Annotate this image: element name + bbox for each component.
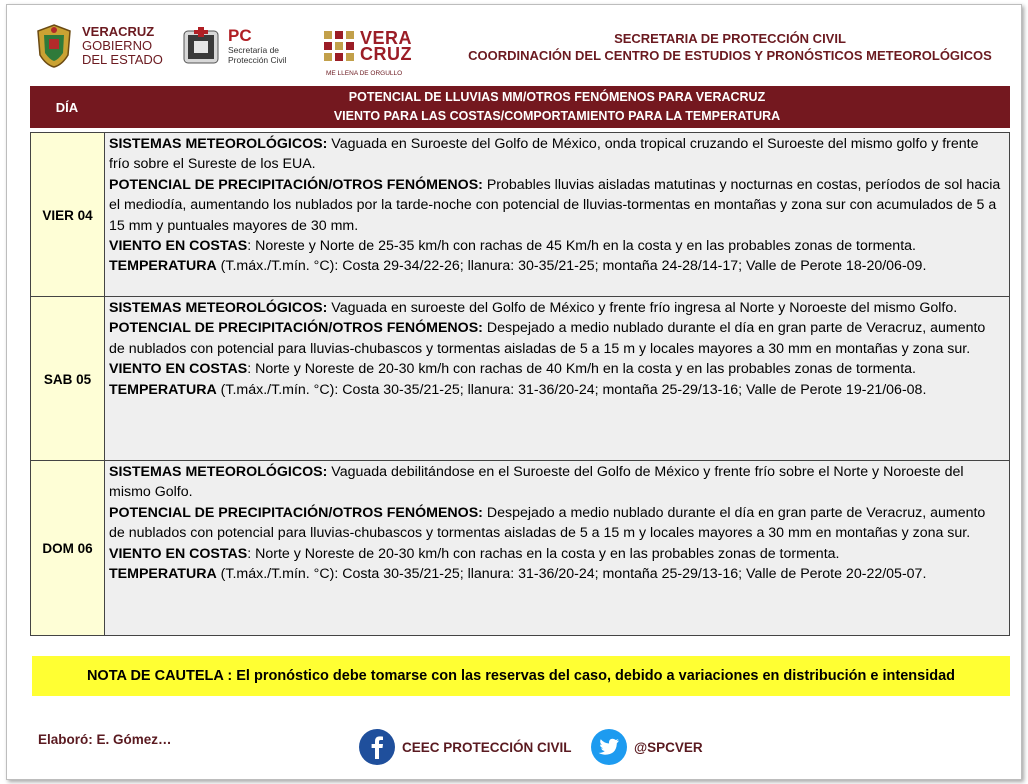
forecast-day: SAB 05 [31,297,105,461]
forecast-content [105,133,1009,297]
systems-text: Vaguada en suroeste del Golfo de México y frente frío ingresa al Norte y Noroeste del mismo Golfo. [331,300,958,316]
wind-text: : Noreste y Norte de 25-35 km/h con rachas de 45 Km/h en la costa y en las probables zonas de tormenta. [247,238,916,255]
gov-logo-line1: VERACRUZ [82,24,155,39]
gov-veracruz-logo [34,18,163,74]
pc-logo [180,18,287,74]
pc-logo-title: PC [228,26,252,45]
temp-label: TEMPERATURA [109,258,217,275]
pc-logo-line2: Protección Civil [228,55,287,65]
organization-title [430,30,1028,64]
org-line1: SECRETARIA DE PROTECCIÓN CIVIL [614,31,846,46]
wind-label: VIENTO EN COSTAS [109,361,248,378]
forecast-day: VIER 04 [31,133,105,297]
systems-label: SISTEMAS METEOROLÓGICOS: [109,464,328,480]
precip-text: Despejado a medio nublado durante el día en gran parte de Veracruz, aumento de nublados con potencial para lluvias-chubascos y tormentas aisladas de 5 a 15 m y locales mayores a 30 mm en montañas y zona sur. [109,320,986,357]
table-header-main-line1: POTENCIAL DE LLUVIAS MM/OTROS FENÓMENOS PARA VERACRUZ [348,90,766,104]
temp-label: TEMPERATURA [109,381,217,398]
wind-label: VIENTO EN COSTAS [109,545,248,562]
twitter-bird-icon[interactable] [590,728,628,766]
precip-label: POTENCIAL DE PRECIPITACIÓN/OTROS FENÓMENOS: [109,504,483,521]
veracruz-pattern-icon [322,29,356,63]
systems-label: SISTEMAS METEOROLÓGICOS: [109,136,328,152]
gov-logo-line3: DEL ESTADO [82,52,163,67]
facebook-icon[interactable] [358,728,396,766]
forecast-content [105,297,1009,461]
systems-label: SISTEMAS METEOROLÓGICOS: [109,300,328,316]
forecast-content [105,461,1009,635]
systems-text: Vaguada en Suroeste del Golfo de México, onda tropical cruzando el Suroeste del mismo golfo y frente frío sobre el Sureste de los EUA. [109,136,979,173]
veracruz-brand-line2: CRUZ [360,44,412,64]
caution-note: NOTA DE CAUTELA : El pronóstico debe tomarse con las reservas del caso, debido a variaciones en distribución e intensidad [32,656,1010,696]
gov-logo-line2: GOBIERNO [82,38,153,53]
wind-text: : Norte y Noreste de 20-30 km/h con rachas en la costa y en las probables zonas de tormenta. [247,545,840,562]
precip-label: POTENCIAL DE PRECIPITACIÓN/OTROS FENÓMENOS: [109,176,483,193]
precip-text: Despejado a medio nublado durante el día en gran parte de Veracruz, aumento de nublados con potencial para lluvias-chubascos y tormentas aisladas de 5 a 15 m y locales mayores a 30 mm en montañas y zona sur. [109,504,986,542]
precip-text: Probables lluvias aisladas matutinas y nocturnas en costas, períodos de sol hacia el mediodía, aumentando los nublados por la tarde-noche con potencial de lluvias-tormentas en montañas y zona sur con acumulados de 5 a 15 mm y puntuales mayores de 30 mm. [109,176,1001,234]
forecast-row [30,460,1010,636]
facebook-link[interactable] [358,728,572,766]
pc-logo-line1: Secretaría de [228,45,280,55]
table-header-main [104,86,1010,128]
precip-label: POTENCIAL DE PRECIPITACIÓN/OTROS FENÓMENOS: [109,320,483,337]
veracruz-brand-logo [322,18,412,74]
forecast-row [30,132,1010,298]
facebook-label[interactable]: CEEC PROTECCIÓN CIVIL [402,739,572,755]
org-line2: COORDINACIÓN DEL CENTRO DE ESTUDIOS Y PRONÓSTICOS METEOROLÓGICOS [468,48,992,63]
table-header-day: DÍA [30,86,104,128]
temp-text: (T.máx./T.mín. °C): Costa 30-35/21-25; llanura: 31-36/20-24; montaña 25-29/13-16; Valle de Perote 20-22/05-07. [220,566,927,583]
wind-text: : Norte y Noreste de 20-30 km/h con rachas de 40 Km/h en la costa y en las probables zonas de tormenta. [247,361,916,378]
table-header-main-line2: VIENTO PARA LAS COSTAS/COMPORTAMIENTO PARA LA TEMPERATURA [333,109,781,123]
pc-badge-icon [180,25,222,67]
systems-text: Vaguada debilitándose en el Suroeste del Golfo de México y frente frío sobre el Norte y Noroeste del mismo Golfo. [109,464,964,501]
temp-label: TEMPERATURA [109,566,217,583]
twitter-link[interactable] [590,728,703,766]
wind-label: VIENTO EN COSTAS [109,238,248,255]
temp-text: (T.máx./T.mín. °C): Costa 30-35/21-25; llanura: 31-36/20-24; montaña 25-29/13-16; Valle de Perote 19-21/06-08. [220,381,927,398]
twitter-label[interactable]: @SPCVER [634,739,703,755]
veracruz-shield-icon [34,23,74,69]
forecast-day: DOM 06 [31,461,105,635]
temp-text: (T.máx./T.mín. °C): Costa 29-34/22-26; llanura: 30-35/21-25; montaña 24-28/14-17; Valle de Perote 18-20/06-09. [220,258,927,275]
author-credit: Elaboró: E. Gómez… [38,732,172,747]
forecast-row [30,296,1010,462]
veracruz-brand-slogan: ME LLENA DE ORGULLO [326,70,403,77]
veracruz-brand-line1: VERA [360,28,413,48]
